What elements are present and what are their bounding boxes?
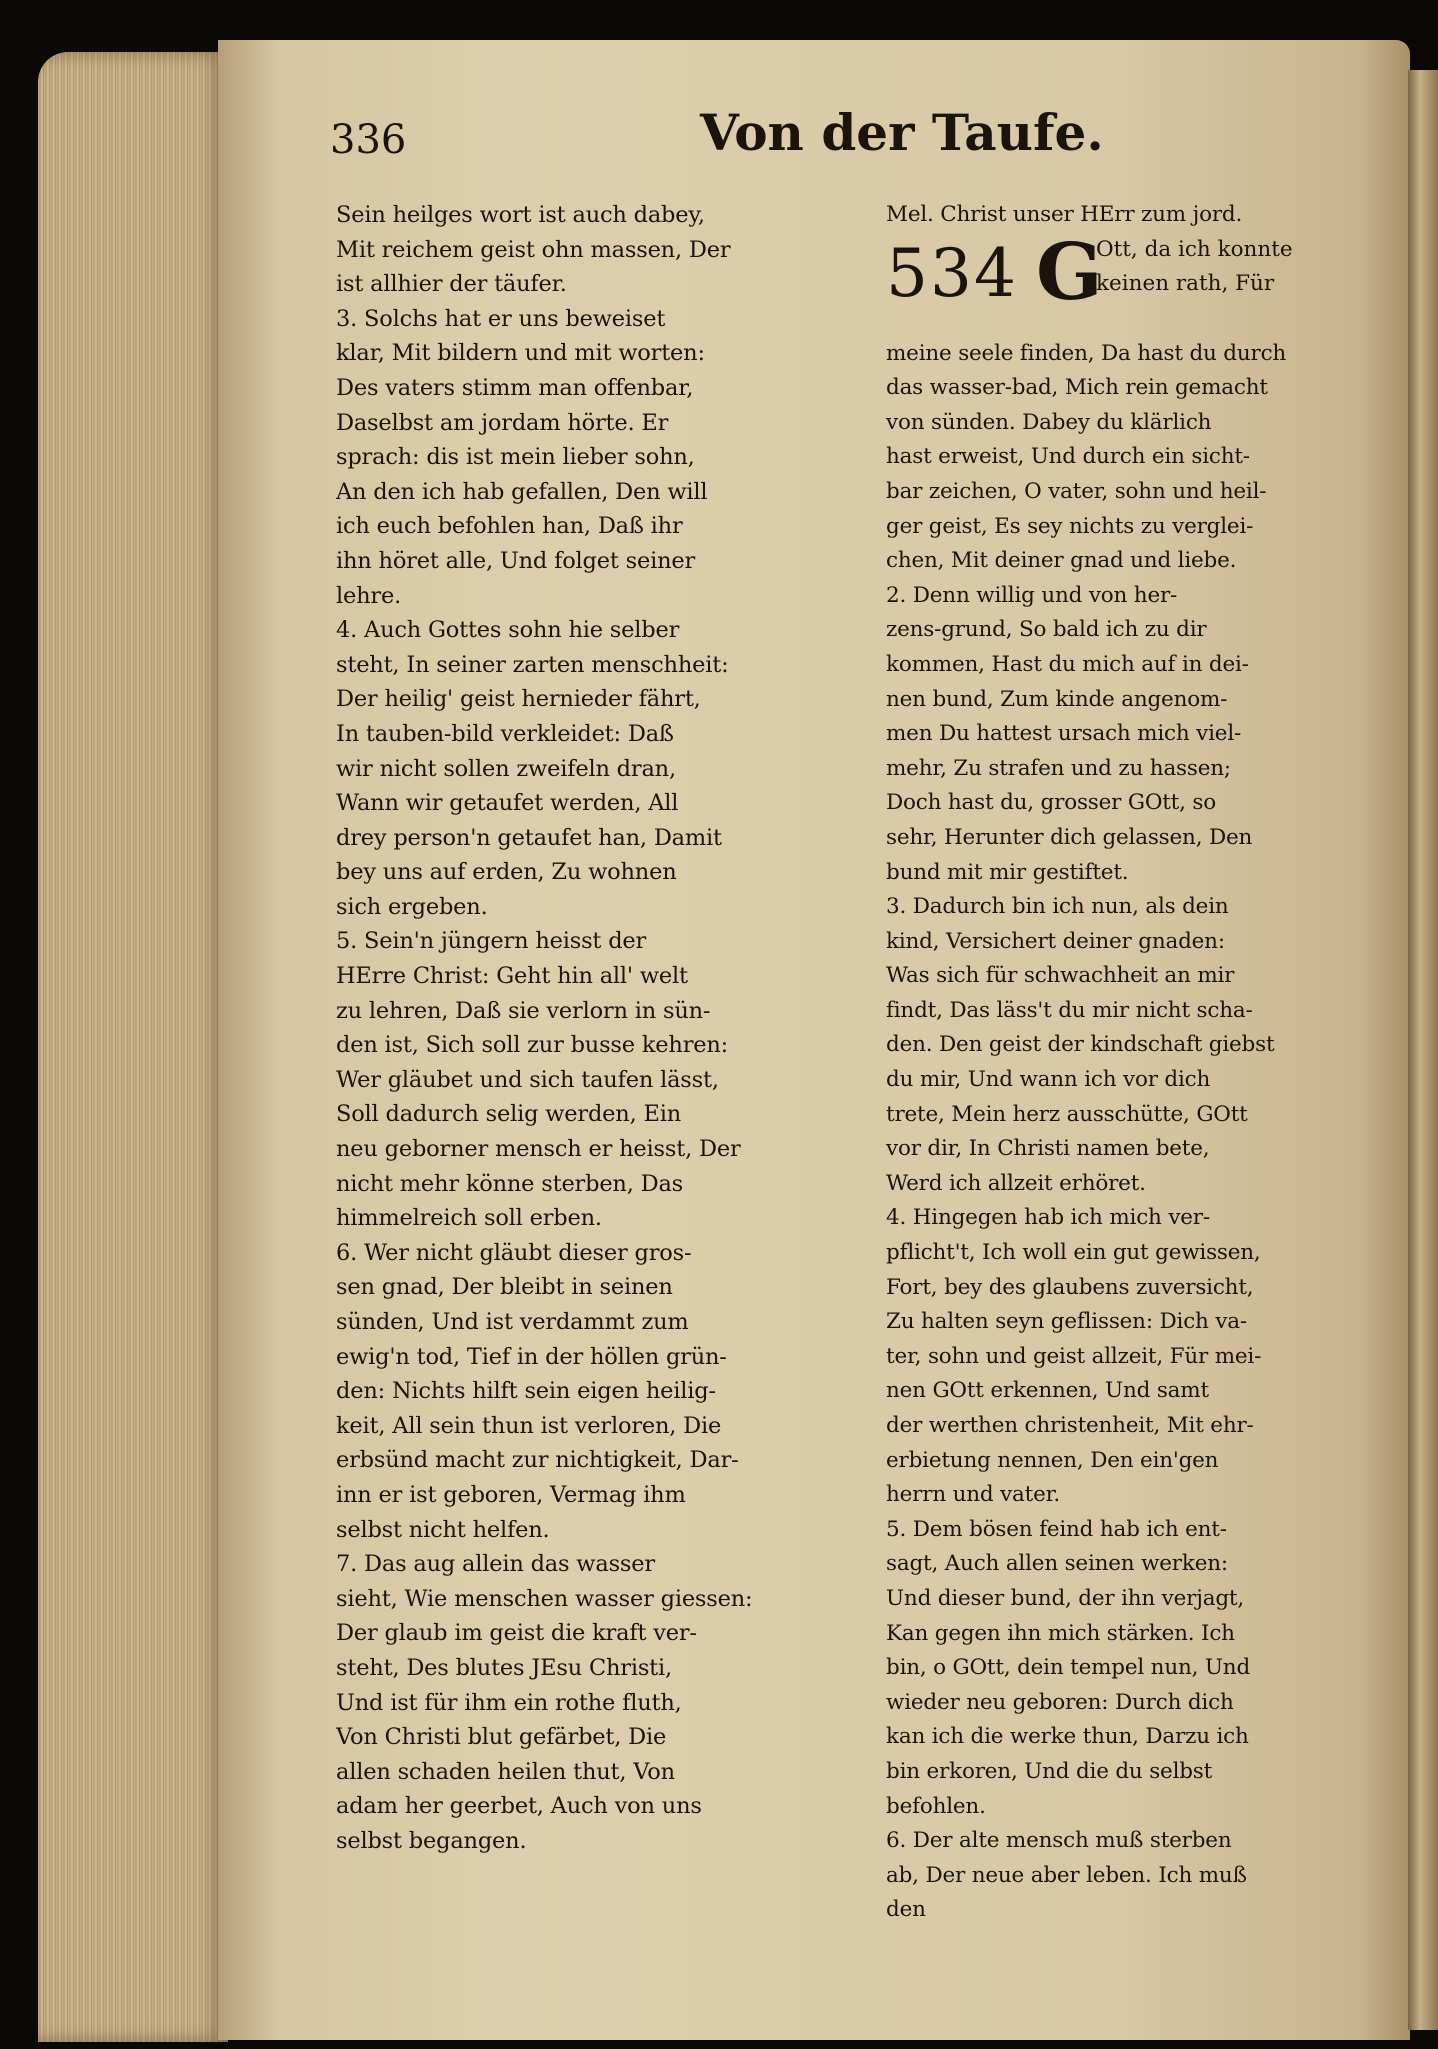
text-line: mehr, Zu strafen und zu hassen; (886, 755, 1231, 781)
text-line: inn er ist geboren, Vermag ihm (336, 1481, 686, 1508)
text-line: ewig'n tod, Tief in der höllen grün- (336, 1343, 727, 1370)
text-line: kind, Versichert deiner gnaden: (886, 928, 1225, 954)
text-line: bar zeichen, O vater, sohn und heil- (886, 478, 1267, 504)
text-line: befohlen. (886, 1793, 986, 1819)
text-line: das wasser-bad, Mich rein gemacht (886, 375, 1268, 401)
text-line: bin, o GOtt, dein tempel nun, Und (886, 1655, 1251, 1681)
text-line: sich ergeben. (336, 893, 488, 920)
text-line: trete, Mein herz ausschütte, GOtt (886, 1101, 1248, 1127)
right-text-column (886, 198, 1394, 1928)
text-line: Des vaters stimm man offenbar, (336, 374, 694, 401)
text-line: hast erweist, Und durch ein sicht- (886, 444, 1250, 470)
text-line: neu geborner mensch er heisst, Der (336, 1136, 741, 1163)
text-line: den (886, 1897, 926, 1923)
text-line: ab, Der neue aber leben. Ich muß (886, 1862, 1247, 1888)
text-line: herrn und vater. (886, 1482, 1060, 1508)
text-line: ter, sohn und geist allzeit, Für mei- (886, 1343, 1262, 1369)
text-line: den. Den geist der kindschaft giebst (886, 1032, 1275, 1058)
text-line: Der heilig' geist hernieder fährt, (336, 686, 701, 713)
text-line: kommen, Hast du mich auf in dei- (886, 651, 1249, 677)
text-line: erbietung nennen, Den ein'gen (886, 1447, 1219, 1473)
text-line: kan ich die werke thun, Darzu ich (886, 1724, 1249, 1750)
hymn-first-line: Ott, da ich konnte (1096, 236, 1293, 262)
text-line: men Du hattest ursach mich viel- (886, 721, 1242, 747)
text-line: HErre Christ: Geht hin all' welt (336, 963, 688, 990)
text-line: sehr, Herunter dich gelassen, Den (886, 824, 1253, 850)
drop-cap-initial: G (1036, 226, 1103, 318)
text-line: Zu halten seyn geflissen: Dich va- (886, 1309, 1247, 1335)
text-line: 4. Hingegen hab ich mich ver- (886, 1205, 1210, 1231)
text-line: zu lehren, Daß sie verlorn in sün- (336, 997, 711, 1024)
text-line: drey person'n getaufet han, Damit (336, 824, 722, 851)
text-line: sagt, Auch allen seinen werken: (886, 1551, 1228, 1577)
text-line: der werthen christenheit, Mit ehr- (886, 1413, 1254, 1438)
text-line: von sünden. Dabey du klärlich (886, 409, 1212, 435)
text-line: ich euch befohlen han, Daß ihr (336, 513, 683, 540)
text-line: du mir, Und wann ich vor dich (886, 1067, 1211, 1093)
text-line: Was sich für schwachheit an mir (886, 963, 1235, 989)
text-line: pflicht't, Ich woll ein gut gewissen, (886, 1240, 1261, 1266)
text-line: 3. Dadurch bin ich nun, als dein (886, 894, 1229, 920)
text-line: wieder neu geboren: Durch dich (886, 1689, 1234, 1715)
text-line: vor dir, In Christi namen bete, (886, 1136, 1210, 1162)
text-line: sünden, Und ist verdammt zum (336, 1309, 689, 1335)
text-line: 2. Denn willig und von her- (886, 582, 1178, 608)
book-page-edges (38, 52, 228, 2042)
text-line: lehre. (336, 582, 402, 609)
text-line: findt, Das läss't du mir nicht scha- (886, 997, 1253, 1023)
text-line: selbst nicht helfen. (336, 1516, 550, 1543)
text-line: 5. Sein'n jüngern heisst der (336, 928, 647, 955)
right-column-lines (886, 337, 1394, 1928)
text-line: Und dieser bund, der ihn verjagt, (886, 1585, 1244, 1611)
text-line: Daselbst am jordam hörte. Er (336, 409, 669, 436)
text-line: Fort, bey des glaubens zuversicht, (886, 1274, 1254, 1300)
text-line: 6. Wer nicht gläubt dieser gros- (336, 1239, 692, 1266)
hymn-number: 534 (886, 234, 1018, 312)
text-line: nen bund, Zum kinde angenom- (886, 686, 1228, 712)
text-line: bund mit mir gestiftet. (886, 859, 1129, 885)
text-line: 6. Der alte mensch muß sterben (886, 1828, 1232, 1854)
text-line: Wer gläubet und sich taufen lässt, (336, 1066, 719, 1093)
page-number: 336 (330, 117, 407, 163)
text-line: bey uns auf erden, Zu wohnen (336, 859, 677, 886)
text-line: Mit reichem geist ohn massen, Der (336, 236, 731, 263)
text-line: zens-grund, So bald ich zu dir (886, 617, 1207, 643)
text-line: klar, Mit bildern und mit worten: (336, 340, 705, 367)
text-line: Sein heilges wort ist auch dabey, (336, 202, 705, 228)
text-line: nen GOtt erkennen, Und samt (886, 1378, 1209, 1404)
text-line: Werd ich allzeit erhöret. (886, 1170, 1146, 1196)
text-line: erbsünd macht zur nichtigkeit, Dar- (336, 1447, 739, 1474)
text-line: chen, Mit deiner gnad und liebe. (886, 548, 1237, 574)
text-line: bin erkoren, Und die du selbst (886, 1758, 1213, 1784)
text-line: In tauben-bild verkleidet: Daß (336, 720, 674, 747)
left-text-column (336, 198, 856, 1859)
text-line: keit, All sein thun ist verloren, Die (336, 1412, 722, 1439)
text-line: sieht, Wie menschen wasser giessen: (336, 1585, 753, 1612)
hymn-second-line: keinen rath, Für (1096, 271, 1275, 297)
melody-line: Mel. Christ unser HErr zum jord. (886, 202, 1243, 227)
text-line: Kan gegen ihn mich stärken. Ich (886, 1620, 1235, 1646)
text-line: allen schaden heilen thut, Von (336, 1758, 675, 1785)
text-line: Der glaub im geist die kraft ver- (336, 1620, 697, 1647)
text-line: nicht mehr könne sterben, Das (336, 1170, 684, 1197)
text-line: 3. Solchs hat er uns beweiset (336, 305, 666, 332)
hymn-heading (886, 226, 1394, 337)
text-line: sen gnad, Der bleibt in seinen (336, 1274, 673, 1301)
text-line: Von Christi blut gefärbet, Die (336, 1724, 667, 1751)
facing-page-edge (1408, 70, 1438, 2030)
text-line: wir nicht sollen zweifeln dran, (336, 755, 676, 782)
text-line: adam her geerbet, Auch von uns (336, 1793, 702, 1820)
text-line: 4. Auch Gottes sohn hie selber (336, 617, 680, 644)
text-line: den ist, Sich soll zur busse kehren: (336, 1032, 729, 1059)
text-line: meine seele finden, Da hast du durch (886, 340, 1287, 366)
text-line: ger geist, Es sey nichts zu verglei- (886, 513, 1254, 539)
text-line: selbst begangen. (336, 1827, 527, 1854)
text-line: Und ist für ihm ein rothe fluth, (336, 1689, 682, 1716)
text-line: steht, In seiner zarten menschheit: (336, 651, 729, 678)
text-line: den: Nichts hilft sein eigen heilig- (336, 1378, 716, 1405)
running-title: Von der Taufe. (700, 103, 1104, 162)
text-line: 7. Das aug allein das wasser (336, 1551, 655, 1578)
text-line: 5. Dem bösen feind hab ich ent- (886, 1516, 1227, 1542)
text-line: Doch hast du, grosser GOtt, so (886, 790, 1216, 816)
text-line: Soll dadurch selig werden, Ein (336, 1101, 681, 1128)
text-line: Wann wir getaufet werden, All (336, 790, 679, 817)
text-line: ihn höret alle, Und folget seiner (336, 547, 696, 574)
text-line: ist allhier der täufer. (336, 271, 567, 298)
text-line: An den ich hab gefallen, Den will (336, 478, 708, 505)
text-line: sprach: dis ist mein lieber sohn, (336, 444, 695, 471)
page-header (330, 95, 1430, 165)
text-line: steht, Des blutes JEsu Christi, (336, 1654, 672, 1681)
text-line: himmelreich soll erben. (336, 1205, 602, 1232)
